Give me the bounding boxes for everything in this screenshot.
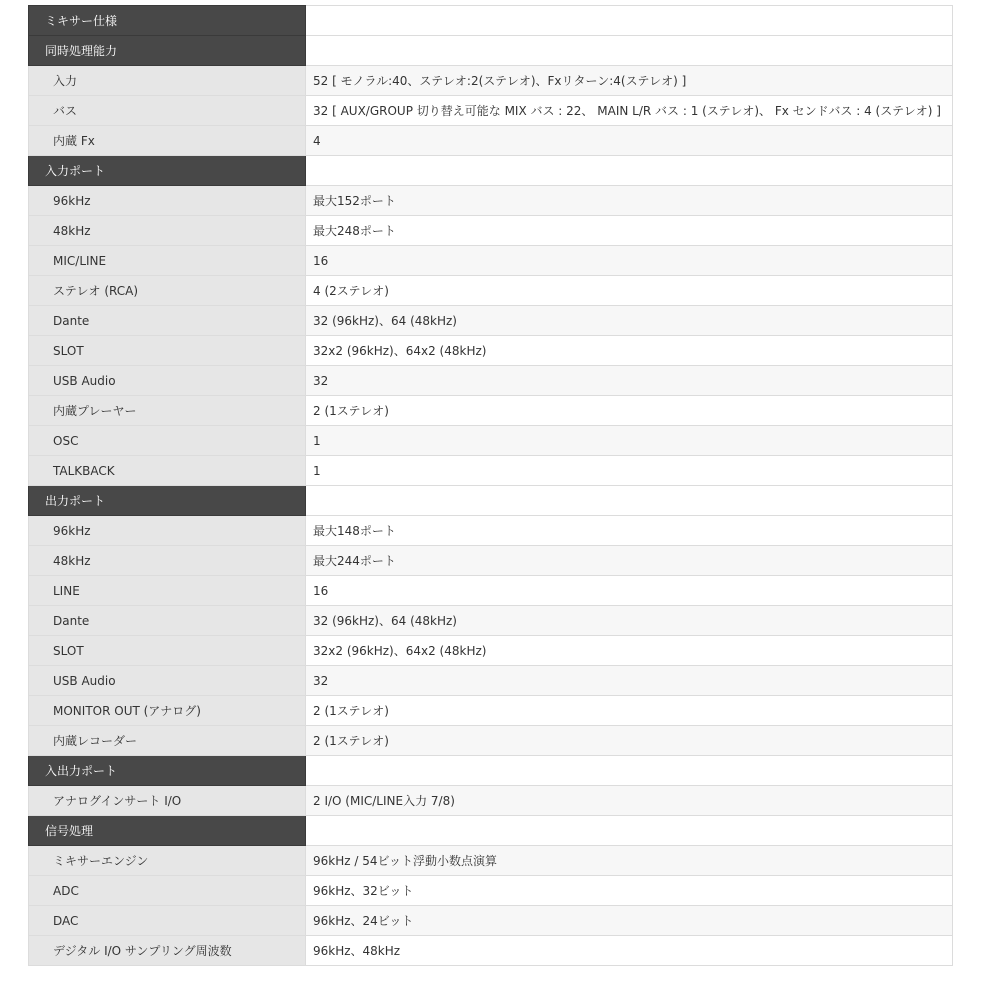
section-header-row [29,156,953,186]
spec-value: 4 (2ステレオ) [306,276,953,306]
section-header-row [29,756,953,786]
section-title: 信号処理 [29,816,306,846]
spec-value: 96kHz、24ビット [306,906,953,936]
spec-row [29,846,953,876]
spec-row [29,186,953,216]
spec-label: USB Audio [29,366,306,396]
spec-row [29,366,953,396]
section-spacer-cell [306,36,953,66]
spec-label: バス [29,96,306,126]
spec-table-body [29,6,953,966]
section-title: ミキサー仕様 [29,6,306,36]
spec-value: 96kHz / 54ビット浮動小数点演算 [306,846,953,876]
section-header-row [29,6,953,36]
spec-row [29,666,953,696]
spec-label: SLOT [29,336,306,366]
section-spacer-cell [306,816,953,846]
spec-value: 16 [306,576,953,606]
spec-row [29,126,953,156]
spec-row [29,516,953,546]
spec-row [29,96,953,126]
spec-value: 最大248ポート [306,216,953,246]
spec-row [29,396,953,426]
spec-label: 内蔵レコーダー [29,726,306,756]
spec-value: 2 (1ステレオ) [306,696,953,726]
spec-label: 内蔵プレーヤー [29,396,306,426]
spec-row [29,876,953,906]
spec-value: 最大148ポート [306,516,953,546]
spec-value: 16 [306,246,953,276]
section-title: 同時処理能力 [29,36,306,66]
spec-label: OSC [29,426,306,456]
spec-label: 48kHz [29,546,306,576]
spec-value: 96kHz、48kHz [306,936,953,966]
spec-row [29,336,953,366]
section-header-row [29,816,953,846]
spec-row [29,456,953,486]
section-spacer-cell [306,756,953,786]
section-header-row [29,486,953,516]
spec-value: 32x2 (96kHz)、64x2 (48kHz) [306,336,953,366]
section-header-row [29,36,953,66]
spec-value: 4 [306,126,953,156]
spec-value: 32 [306,666,953,696]
section-title: 入出力ポート [29,756,306,786]
spec-label: 96kHz [29,186,306,216]
spec-value: 32 [ AUX/GROUP 切り替え可能な MIX バス : 22、 MAIN L/R バス : 1 (ステレオ)、 Fx センドバス : 4 (ステレオ) ] [306,96,953,126]
mixer-spec-table [28,5,953,966]
section-spacer-cell [306,486,953,516]
spec-value: 32 [306,366,953,396]
spec-row [29,276,953,306]
spec-label: ステレオ (RCA) [29,276,306,306]
spec-label: Dante [29,606,306,636]
spec-label: TALKBACK [29,456,306,486]
spec-value: 2 (1ステレオ) [306,396,953,426]
spec-label: 入力 [29,66,306,96]
spec-label: 48kHz [29,216,306,246]
spec-value: 1 [306,426,953,456]
spec-row [29,426,953,456]
spec-row [29,246,953,276]
spec-row [29,546,953,576]
section-spacer-cell [306,6,953,36]
spec-label: 内蔵 Fx [29,126,306,156]
spec-row [29,66,953,96]
section-title: 出力ポート [29,486,306,516]
spec-value: 96kHz、32ビット [306,876,953,906]
spec-label: SLOT [29,636,306,666]
spec-value: 52 [ モノラル:40、ステレオ:2(ステレオ)、Fxリターン:4(ステレオ) ] [306,66,953,96]
spec-value: 32 (96kHz)、64 (48kHz) [306,606,953,636]
spec-row [29,576,953,606]
spec-label: デジタル I/O サンプリング周波数 [29,936,306,966]
spec-row [29,696,953,726]
spec-label: MONITOR OUT (アナログ) [29,696,306,726]
spec-row [29,726,953,756]
spec-value: 32 (96kHz)、64 (48kHz) [306,306,953,336]
spec-row [29,936,953,966]
spec-row [29,306,953,336]
spec-value: 2 I/O (MIC/LINE入力 7/8) [306,786,953,816]
spec-label: Dante [29,306,306,336]
spec-value: 1 [306,456,953,486]
spec-row [29,636,953,666]
spec-row [29,786,953,816]
spec-row [29,606,953,636]
spec-label: MIC/LINE [29,246,306,276]
spec-value: 最大244ポート [306,546,953,576]
spec-value: 2 (1ステレオ) [306,726,953,756]
section-spacer-cell [306,156,953,186]
spec-label: ミキサーエンジン [29,846,306,876]
spec-value: 最大152ポート [306,186,953,216]
spec-label: LINE [29,576,306,606]
spec-row [29,906,953,936]
spec-label: アナログインサート I/O [29,786,306,816]
spec-label: USB Audio [29,666,306,696]
spec-row [29,216,953,246]
spec-label: 96kHz [29,516,306,546]
spec-label: ADC [29,876,306,906]
spec-label: DAC [29,906,306,936]
spec-value: 32x2 (96kHz)、64x2 (48kHz) [306,636,953,666]
section-title: 入力ポート [29,156,306,186]
